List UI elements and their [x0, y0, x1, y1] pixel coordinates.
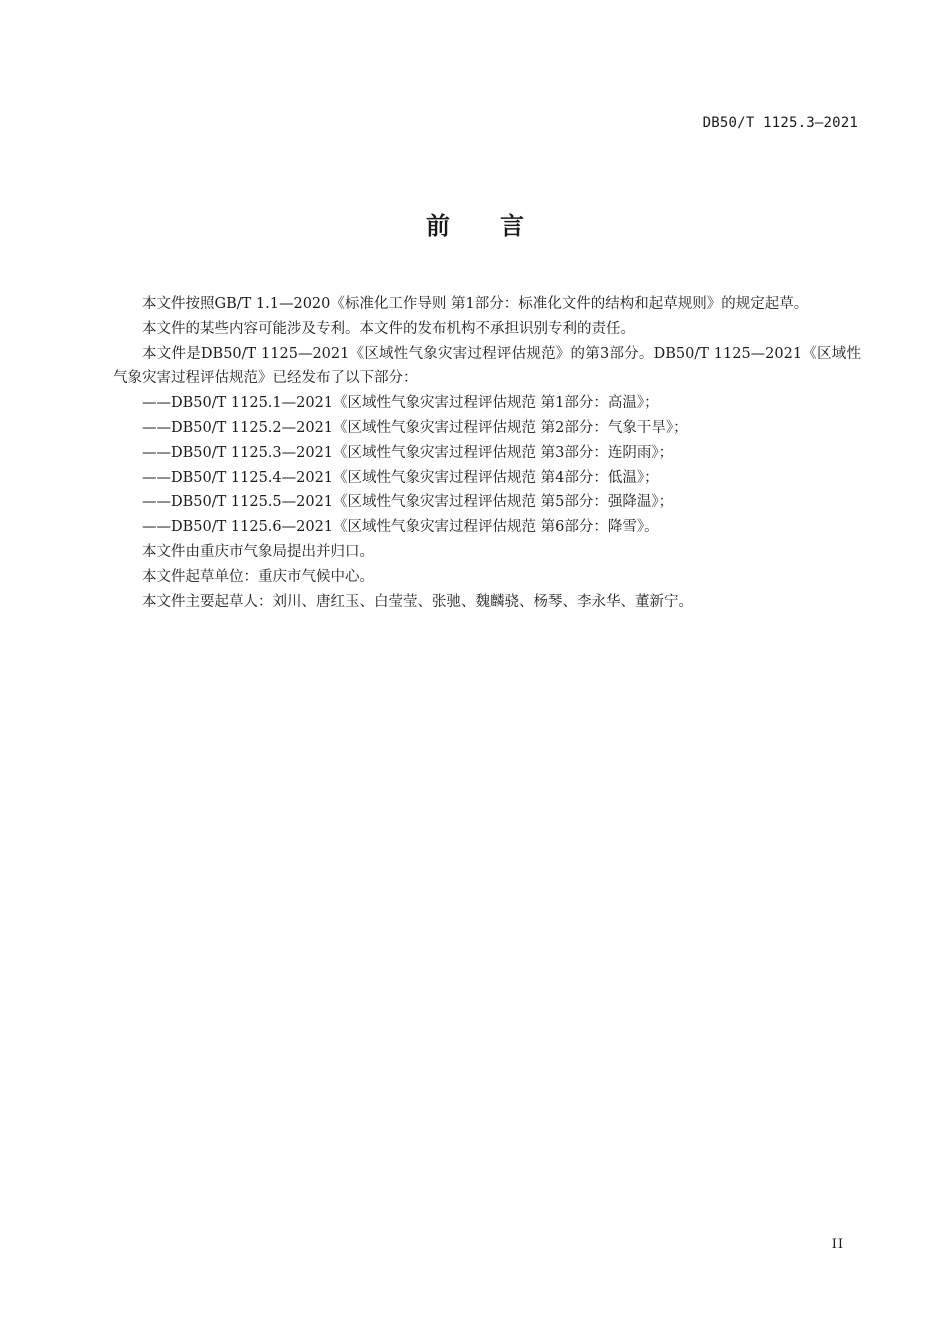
foreword-body [113, 292, 861, 614]
paragraph-proposer: 本文件由重庆市气象局提出并归口。 [142, 543, 374, 560]
list-item-part-6: ——DB50/T 1125.6—2021《区域性气象灾害过程评估规范 第6部分：降雪》。 [142, 519, 659, 536]
list-item-part-5: ——DB50/T 1125.5—2021《区域性气象灾害过程评估规范 第5部分：强降温》； [142, 494, 674, 511]
list-item-part-3: ——DB50/T 1125.3—2021《区域性气象灾害过程评估规范 第3部分：连阴雨》； [142, 444, 674, 461]
list-item-part-1: ——DB50/T 1125.1—2021《区域性气象灾害过程评估规范 第1部分：高温》； [142, 395, 659, 412]
list-item-part-4: ——DB50/T 1125.4—2021《区域性气象灾害过程评估规范 第4部分：低温》； [142, 469, 659, 486]
paragraph-drafting-unit: 本文件起草单位：重庆市气候中心。 [142, 568, 374, 585]
list-item-part-2: ——DB50/T 1125.2—2021《区域性气象灾害过程评估规范 第2部分：气象干旱》； [142, 419, 688, 436]
paragraph-drafters: 本文件主要起草人：刘川、唐红玉、白莹莹、张驰、魏麟骁、杨琴、李永华、董新宁。 [142, 593, 693, 610]
paragraph-patent-notice: 本文件的某些内容可能涉及专利。本文件的发布机构不承担识别专利的责任。 [142, 320, 635, 337]
paragraph-drafting-basis: 本文件按照GB/T 1.1—2020《标准化工作导则 第1部分：标准化文件的结构和起草规则》的规定起草。 [142, 296, 809, 312]
paragraph-series-intro: 本文件是DB50/T 1125—2021《区域性气象灾害过程评估规范》的第3部分。DB50/T 1125—2021《区域性气象灾害过程评估规范》已经发布了以下部分： [113, 345, 861, 387]
page-title: 前言 [426, 212, 574, 240]
page-number: II [831, 1237, 844, 1252]
document-code: DB50/T 1125.3—2021 [702, 115, 858, 131]
